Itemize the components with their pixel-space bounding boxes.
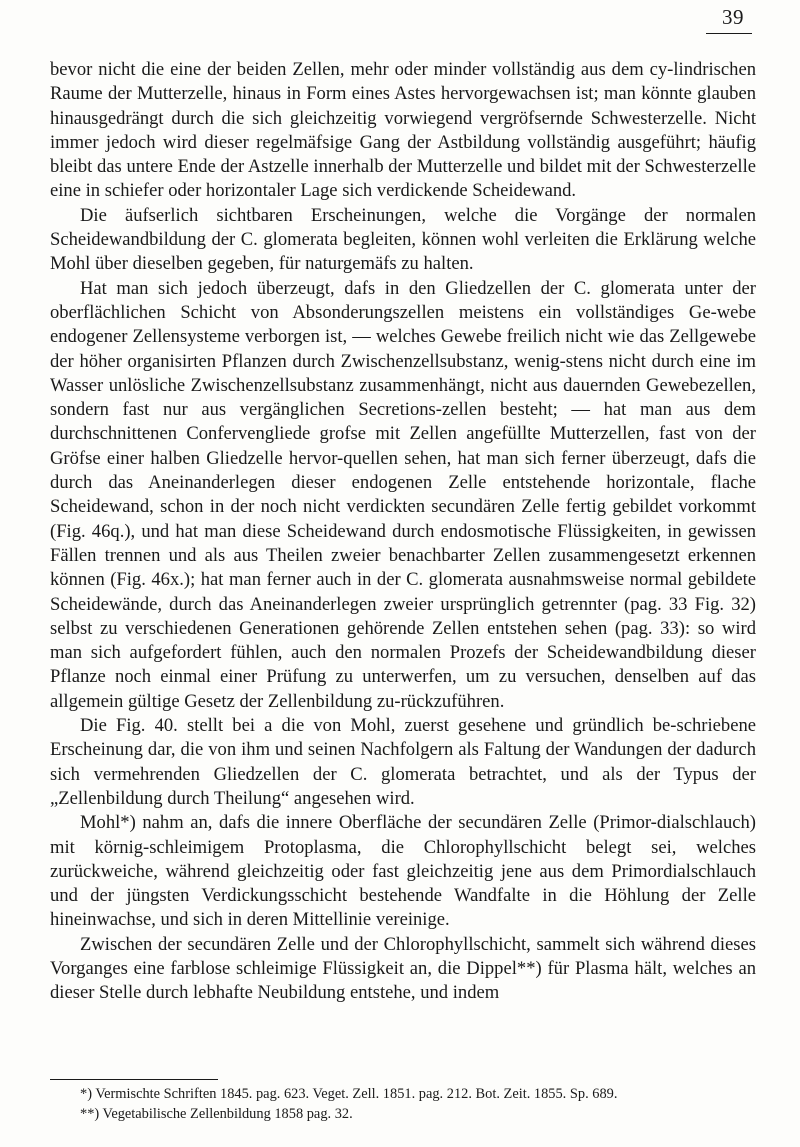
footnote-2: **) Vegetabilische Zellenbildung 1858 pag. 32. — [80, 1105, 353, 1122]
footnote-rule — [50, 1079, 218, 1080]
paragraph-5: Mohl*) nahm an, dafs die innere Oberfläche der secundären Zelle (Primor-dialschlauch) mit körnig-schleimigem Protoplasma, die Chlorophyllschicht belegt sei, welches zurückweiche, während gleichzeitig oder fast gleichzeitig jene aus dem Primordialschlauch und der jüngsten Verdickungsschicht bestehende Wandfalte in die Höhlung der Zelle hineinwachse, und sich in deren Mittellinie vereinige. — [50, 812, 756, 931]
body-text — [50, 58, 756, 1006]
paragraph-6: Zwischen der secundären Zelle und der Chlorophyllschicht, sammelt sich während dieses Vorganges eine farblose schleimige Flüssigkeit an, die Dippel**) für Plasma hält, welches an dieser Stelle durch lebhafte Neubildung entstehe, und indem — [50, 933, 756, 1004]
paragraph-4: Die Fig. 40. stellt bei a die von Mohl, zuerst gesehene und gründlich be-schriebene Erscheinung dar, die von ihm und seinen Nachfolgern als Faltung der Wandungen der dadurch sich vermehrenden Gliedzellen der C. glomerata betrachtet, und als der Typus der „Zellenbildung durch Theilung“ angesehen wird. — [50, 715, 756, 809]
paragraph-3: Hat man sich jedoch überzeugt, dafs in den Gliedzellen der C. glomerata unter der oberflächlichen Schicht von Absonderungszellen meistens ein vollständiges Ge-webe endogener Zellensysteme verborgen ist, — welches Gewebe freilich nicht wie das Zellgewebe der höher organisirten Pflanzen durch Zwischenzellsubstanz, wenig-stens nicht durch eine im Wasser unlösliche Zwischenzellsubstanz zusammenhängt, nicht aus dauernden Gewebezellen, sondern fast nur aus vergänglichen Secretions-zellen besteht; — hat man aus dem durchschnittenen Confervengliede grofse mit Zellen angefüllte Mutterzellen, fast von der Gröfse einer halben Gliedzelle hervor-quellen sehen, hat man sich ferner überzeugt, dafs die durch das Aneinanderlegen dieser endogenen Zelle entstehende horizontale, flache Scheidewand, schon in der noch nicht verdickten secundären Zelle fertig gebildet vorkommt (Fig. 46q.), und hat man diese Scheidewand durch endosmotische Flüssigkeiten, in gewissen Fällen trennen und als aus Theilen zweier benachbarter Zellen zusammengesetzt erkennen können (Fig. 46x.); hat man ferner auch in der C. glomerata ausnahmsweise normal gebildete Scheidewände, durch das Aneinanderlegen zweier ursprünglich getrennter (pag. 33 Fig. 32) selbst zu verschiedenen Generationen gehörende Zellen entstehen sehen (pag. 33): so wird man sich aufgefordert fühlen, auch den normalen Prozefs der Scheidewandbildung dieser Pflanze noch einmal einer Prüfung zu unterwerfen, um zu versuchen, denselben auf das allgemein gültige Gesetz der Zellenbildung zu-rückzuführen. — [50, 277, 756, 712]
footnotes — [50, 1085, 756, 1124]
page-number-rule — [706, 33, 752, 34]
paragraph-2: Die äufserlich sichtbaren Erscheinungen, welche die Vorgänge der normalen Scheidewandbildung der C. glomerata begleiten, können wohl verleiten die Erklärung welche Mohl über dieselben gegeben, für naturgemäfs zu halten. — [50, 204, 756, 275]
footnote-1: *) Vermischte Schriften 1845. pag. 623. Veget. Zell. 1851. pag. 212. Bot. Zeit. 1855. Sp. 689. — [80, 1086, 618, 1102]
paragraph-1: bevor nicht die eine der beiden Zellen, mehr oder minder vollständig aus dem cy-lindrischen Raume der Mutterzelle, hinaus in Form eines Astes hervorgewachsen ist; man könnte glauben hinausgedrängt durch die sich gleichzeitig vorwiegend vergröfsernde Schwesterzelle. Nicht immer jedoch wird dieser regelmäfsige Gang der Astbildung vollständig ausgeführt; häufig bleibt das untere Ende der Astzelle innerhalb der Mutterzelle und bildet mit der Schwesterzelle eine in schiefer oder horizontaler Lage sich verdickende Scheidewand. — [50, 59, 756, 202]
page-number: 39 — [722, 5, 744, 29]
